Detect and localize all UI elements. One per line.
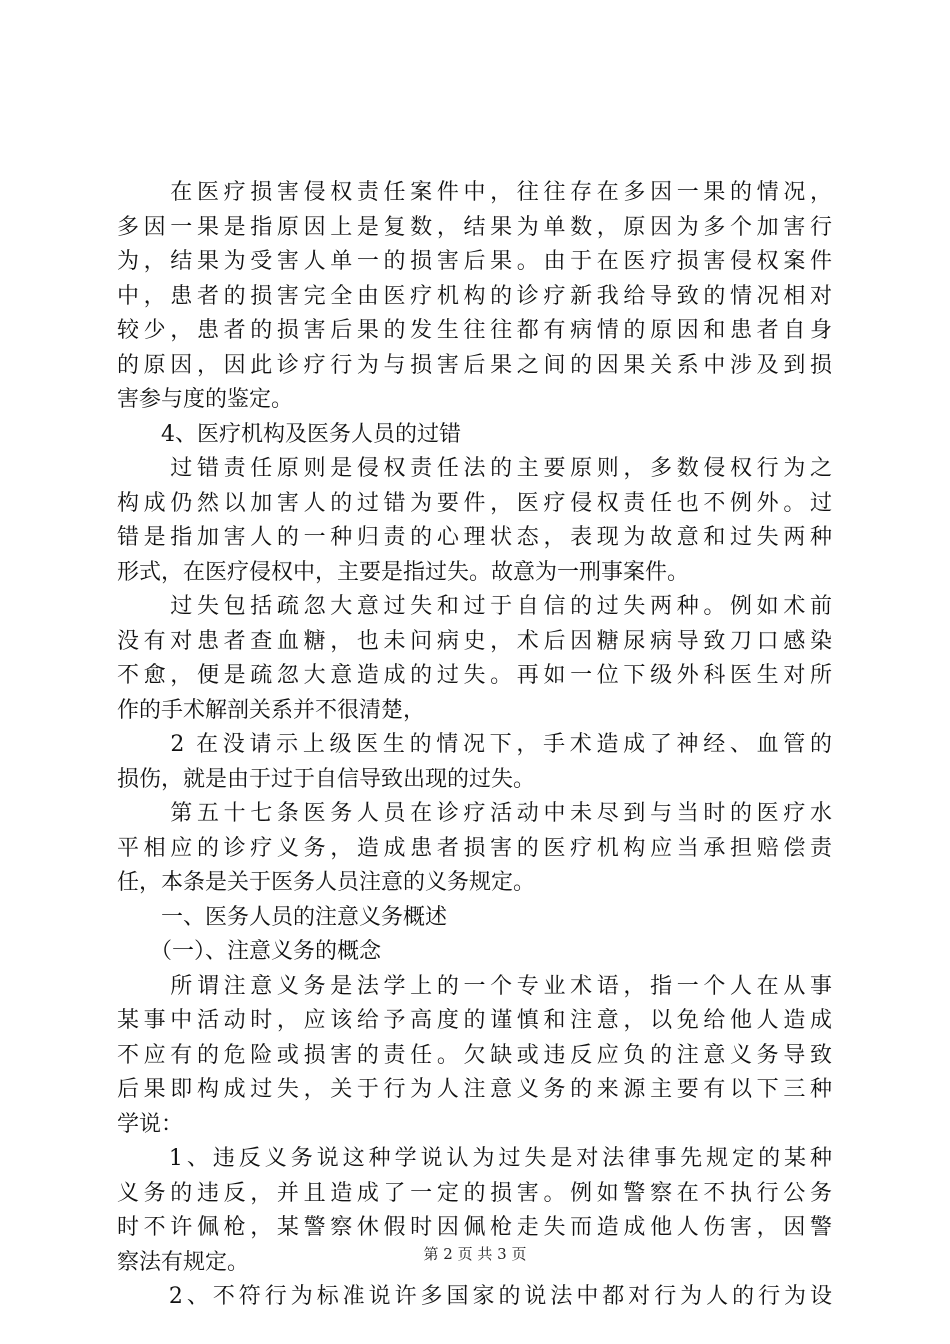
- text-line: 时不许佩枪，某警察休假时因佩枪走失而造成他人伤害，因警: [117, 1215, 832, 1240]
- text-line: 过失包括疏忽大意过失和过于自信的过失两种。例如术前: [117, 594, 832, 619]
- text-line: 不愈，便是疏忽大意造成的过失。再如一位下级外科医生对所: [117, 663, 832, 688]
- text-line: 1、违反义务说这种学说认为过失是对法律事先规定的某种: [117, 1146, 832, 1171]
- text-line: 作的手术解剖关系并不很清楚，: [117, 697, 426, 723]
- text-line: 构成仍然以加害人的过错为要件，医疗侵权责任也不例外。过: [117, 490, 832, 516]
- text-line: 不应有的危险或损害的责任。欠缺或违反应负的注意义务导致: [117, 1042, 832, 1068]
- text-line: 后果即构成过失，关于行为人注意义务的来源主要有以下三种: [117, 1077, 832, 1102]
- text-line: 错是指加害人的一种归责的心理状态，表现为故意和过失两种: [117, 525, 832, 550]
- text-line: 损伤，就是由于过于自信导致出现的过失。: [117, 766, 536, 792]
- text-line: 的原因，因此诊疗行为与损害后果之间的因果关系中涉及到损: [117, 352, 832, 378]
- text-line: 没有对患者查血糖，也未问病史，术后因糖尿病导致刀口感染: [117, 628, 832, 654]
- text-line: 所谓注意义务是法学上的一个专业术语，指一个人在从事: [117, 973, 832, 999]
- text-line: 为，结果为受害人单一的损害后果。由于在医疗损害侵权案件: [117, 249, 832, 274]
- text-line: 2 在没请示上级医生的情况下，手术造成了神经、血管的: [117, 732, 832, 757]
- text-line: 任，本条是关于医务人员注意的义务规定。: [117, 870, 536, 895]
- text-line: （一）、注意义务的概念: [117, 939, 382, 964]
- text-line: 4、医疗机构及医务人员的过错: [117, 421, 461, 447]
- page-footer: 第 2 页 共 3 页: [423, 1245, 527, 1263]
- text-line: 害参与度的鉴定。: [117, 387, 294, 412]
- text-line: 形式，在医疗侵权中，主要是指过失。故意为一刑事案件。: [117, 559, 690, 585]
- text-line: 某事中活动时，应该给予高度的谨慎和注意，以免给他人造成: [117, 1008, 832, 1033]
- text-line: 2、不符行为标准说许多国家的说法中都对行为人的行为设: [117, 1284, 832, 1309]
- text-line: 多因一果是指原因上是复数，结果为单数，原因为多个加害行: [117, 214, 832, 240]
- document-body: [117, 176, 832, 1315]
- text-line: 义务的违反，并且造成了一定的损害。例如警察在不执行公务: [117, 1180, 832, 1206]
- text-line: 一、医务人员的注意义务概述: [117, 904, 448, 930]
- text-line: 学说：: [117, 1111, 184, 1137]
- text-line: 平相应的诊疗义务，造成患者损害的医疗机构应当承担赔偿责: [117, 835, 832, 861]
- text-line: 中，患者的损害完全由医疗机构的诊疗新我给导致的情况相对: [117, 283, 832, 309]
- text-line: 察法有规定。: [117, 1249, 250, 1275]
- text-line: 过错责任原则是侵权责任法的主要原则，多数侵权行为之: [117, 456, 832, 481]
- text-line: 在医疗损害侵权责任案件中，往往存在多因一果的情况，: [117, 180, 832, 205]
- text-line: 第五十七条医务人员在诊疗活动中未尽到与当时的医疗水: [117, 801, 832, 826]
- text-line: 较少，患者的损害后果的发生往往都有病情的原因和患者自身: [117, 318, 832, 343]
